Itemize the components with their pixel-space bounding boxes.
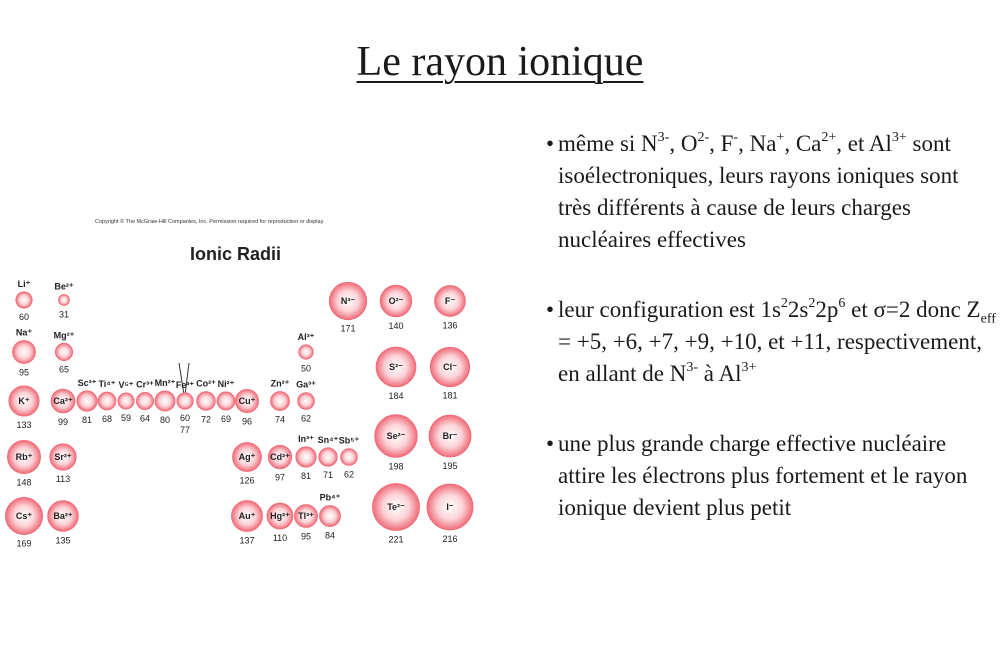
ion-label: Te²⁻ [387, 502, 405, 512]
ion-radius-value: 31 [58, 309, 70, 320]
ion-se-minus [375, 415, 418, 472]
ion-circle [299, 345, 314, 360]
ion-cd-plus [268, 445, 291, 482]
ion-label: Sn⁴⁺ [317, 434, 339, 445]
ion-radius-value: 96 [241, 416, 253, 427]
ion-label: Cl⁻ [443, 362, 457, 372]
ion-label: Ba²⁺ [53, 511, 73, 521]
ion-au-plus [231, 500, 262, 545]
ion-sc-plus [77, 378, 97, 425]
ion-radius-value: 95 [18, 367, 30, 378]
ion-label: Fe³⁺ [175, 379, 195, 390]
ion-ti-plus [98, 379, 116, 424]
ion-br-minus [429, 415, 471, 471]
ion-circle [136, 392, 153, 409]
ion-s-minus [376, 347, 416, 401]
ion-circle [320, 506, 341, 527]
ion-label: S²⁻ [389, 362, 403, 372]
ion-al-plus [298, 332, 315, 374]
ion-label: Sc³⁺ [77, 377, 97, 388]
ion-label: Rb⁺ [15, 452, 33, 462]
ion-label: Se²⁻ [386, 431, 406, 441]
ion-radius-value: 216 [442, 534, 458, 545]
ion-radius-value: 169 [16, 538, 32, 549]
ion-i-minus [427, 484, 473, 544]
ion-radius-value: 113 [55, 474, 71, 485]
ion-mg-plus [54, 330, 75, 374]
ionic-radii-figure [0, 205, 530, 565]
ion-label: I⁻ [446, 502, 454, 512]
ion-be-plus [54, 282, 74, 320]
ion-li-plus [16, 279, 32, 322]
ion-ag-plus [233, 443, 262, 486]
ion-radius-value: 135 [55, 535, 71, 546]
ion-label: Ti⁴⁺ [98, 379, 116, 390]
ion-circle [118, 393, 134, 409]
ion-radius-value: 81 [300, 471, 312, 482]
ion-pb-plus [320, 493, 341, 541]
ion-te-minus [373, 484, 420, 545]
ion-label: Ni²⁺ [217, 378, 235, 389]
ion-label: Co²⁺ [196, 378, 216, 389]
ion-radius-value: 62 [343, 469, 355, 480]
ion-label: Mn²⁺ [154, 377, 176, 388]
bullet-isoelectronic: • même si $N^{3-}$, $O^{2-}$, F-, Na+, $Ca^{2+}$, et $Al^{3+}$ sont isoélectroniques, leurs rayons ioniques sont très différents à cause de leurs charges nucléaires effectives [546, 128, 996, 256]
ion-circle [77, 391, 97, 411]
ion-fe-plus [176, 380, 195, 423]
ion-circle [16, 292, 32, 308]
ion-circle [197, 392, 216, 411]
ion-circle [12, 340, 35, 363]
ion-radius-value: 74 [274, 414, 286, 425]
figure-copyright: Copyright © The McGraw-Hill Companies, Inc. Permission required for reproduction or display. [95, 219, 325, 225]
ion-ba-plus [48, 501, 79, 546]
ion-radius-value: 133 [16, 420, 32, 431]
ion-mn-plus [155, 378, 176, 425]
bullet-configuration: • leur configuration est $1s^22s^22p^6$ et σ=2 donc $Z_{eff} = +5$, +6, +7, +9, +10, et +11, respectivement, en allant de $N^{3-}$ à $Al^{3+}$ [546, 294, 996, 390]
ion-radius-value: 184 [388, 390, 404, 401]
ion-label: Ca²⁺ [53, 396, 73, 406]
ion-radius-value: 195 [442, 461, 458, 472]
ion-radius-value: 181 [442, 390, 458, 401]
ion-f-minus [435, 286, 466, 331]
ion-radius-value: 80 [159, 415, 171, 426]
ion-radius-value: 77 [179, 424, 191, 435]
ion-co-plus [196, 379, 216, 425]
ion-radius-value: 50 [300, 363, 312, 374]
ion-label: Sr²⁺ [54, 452, 72, 462]
ion-circle [296, 447, 316, 467]
ion-radius-value: 72 [200, 414, 212, 425]
ion-label: Ga³⁺ [296, 379, 316, 390]
ion-circle [298, 393, 315, 410]
ion-ga-plus [296, 380, 316, 424]
ion-radius-value: 137 [239, 535, 255, 546]
ion-radius-value: 69 [220, 414, 232, 425]
ion-zn-plus [270, 378, 289, 424]
ion-label: Cr³⁺ [136, 379, 154, 390]
ion-label: Sb⁵⁺ [338, 435, 360, 446]
ion-na-plus [12, 327, 35, 377]
ion-radius-value: 59 [120, 413, 132, 424]
ion-sn-plus [318, 435, 339, 480]
ion-radius-value: 71 [322, 470, 334, 481]
ion-in-plus [296, 434, 316, 481]
ion-radius-value: 171 [340, 323, 356, 334]
page-title: Le rayon ionique [356, 39, 644, 85]
ion-radius-value: 140 [388, 320, 404, 331]
ion-radius-value: 126 [239, 475, 255, 486]
ion-cs-plus [5, 497, 42, 548]
ion-label: Cs⁺ [15, 511, 33, 521]
ion-v-plus [118, 380, 134, 423]
ion-label: Hg²⁺ [270, 511, 290, 521]
ion-o-minus [380, 285, 412, 331]
ion-radius-value: 95 [300, 531, 312, 542]
ion-circle [98, 392, 116, 410]
ion-radius-value: 62 [300, 413, 312, 424]
ion-label: K⁺ [18, 396, 30, 406]
ion-radius-value: 81 [81, 415, 93, 426]
ion-radius-value: 64 [139, 413, 151, 424]
ion-k-plus [9, 386, 39, 430]
ion-label: Au⁺ [238, 511, 256, 521]
ion-circle [59, 295, 70, 306]
ion-label: N³⁻ [340, 296, 356, 306]
ion-circle [177, 393, 193, 409]
ion-label: Cu⁺ [238, 396, 256, 406]
ion-tl-plus [294, 504, 317, 541]
ion-label: Pb⁴⁺ [319, 492, 341, 503]
ion-radius-value: 198 [388, 461, 404, 472]
ion-label: In³⁺ [298, 433, 314, 444]
ion-radius-value: 97 [274, 472, 286, 483]
ion-ca-plus [51, 389, 75, 427]
ion-label: Al³⁺ [297, 331, 315, 342]
ion-cu-plus [235, 389, 258, 426]
ion-radius-value: 110 [272, 532, 288, 543]
ion-cl-minus [430, 347, 469, 400]
ion-circle [341, 449, 358, 466]
ion-rb-plus [7, 440, 40, 487]
bullet-marker: • [546, 297, 555, 322]
ion-label: Li⁺ [17, 278, 31, 289]
ion-radius-value: 84 [324, 530, 336, 541]
figure-title: Ionic Radii [190, 244, 282, 264]
bullet-marker: • [546, 131, 555, 156]
ion-label: Na⁺ [15, 327, 33, 338]
ion-label: Ag⁺ [238, 452, 256, 462]
ion-n-minus [329, 282, 366, 333]
ion-cr-plus [136, 379, 154, 423]
ion-label: V⁵⁺ [118, 379, 134, 390]
ion-label: O²⁻ [388, 296, 404, 306]
ion-label: Mg²⁺ [53, 330, 75, 341]
ion-circle [319, 448, 337, 466]
ion-radius-value: 65 [58, 364, 70, 375]
ion-label: Zn²⁺ [270, 378, 290, 389]
ion-radius-value: 221 [388, 534, 404, 545]
ion-circle [270, 391, 289, 410]
ion-radius-value: 148 [16, 477, 32, 488]
ion-ni-plus [217, 379, 235, 424]
bullet-marker: • [546, 431, 555, 456]
ion-radius-value: 60 [18, 312, 30, 323]
ion-label: Be²⁺ [54, 281, 74, 292]
ion-sr-plus [50, 444, 76, 484]
ion-sb-plus [339, 436, 360, 480]
bullet-list [546, 128, 996, 562]
ion-circle [155, 391, 175, 411]
ion-radius-value: 68 [101, 413, 113, 424]
ion-circle [217, 392, 235, 410]
bullet-effective-charge: • une plus grande charge effective nucléaire attire les électrons plus fortement et le rayon ionique devient plus petit [546, 428, 996, 524]
ion-circle [55, 343, 72, 360]
ion-radius-value: 60 [179, 413, 191, 424]
ion-label: F⁻ [444, 296, 456, 306]
ion-fe-plus [180, 425, 190, 435]
ion-label: Br⁻ [442, 431, 458, 441]
ion-label: Tl³⁺ [298, 511, 314, 521]
ion-label: Cd²⁺ [270, 452, 290, 462]
ion-radius-value: 136 [442, 320, 458, 331]
ion-hg-plus [267, 503, 293, 543]
ion-radius-value: 99 [57, 416, 69, 427]
